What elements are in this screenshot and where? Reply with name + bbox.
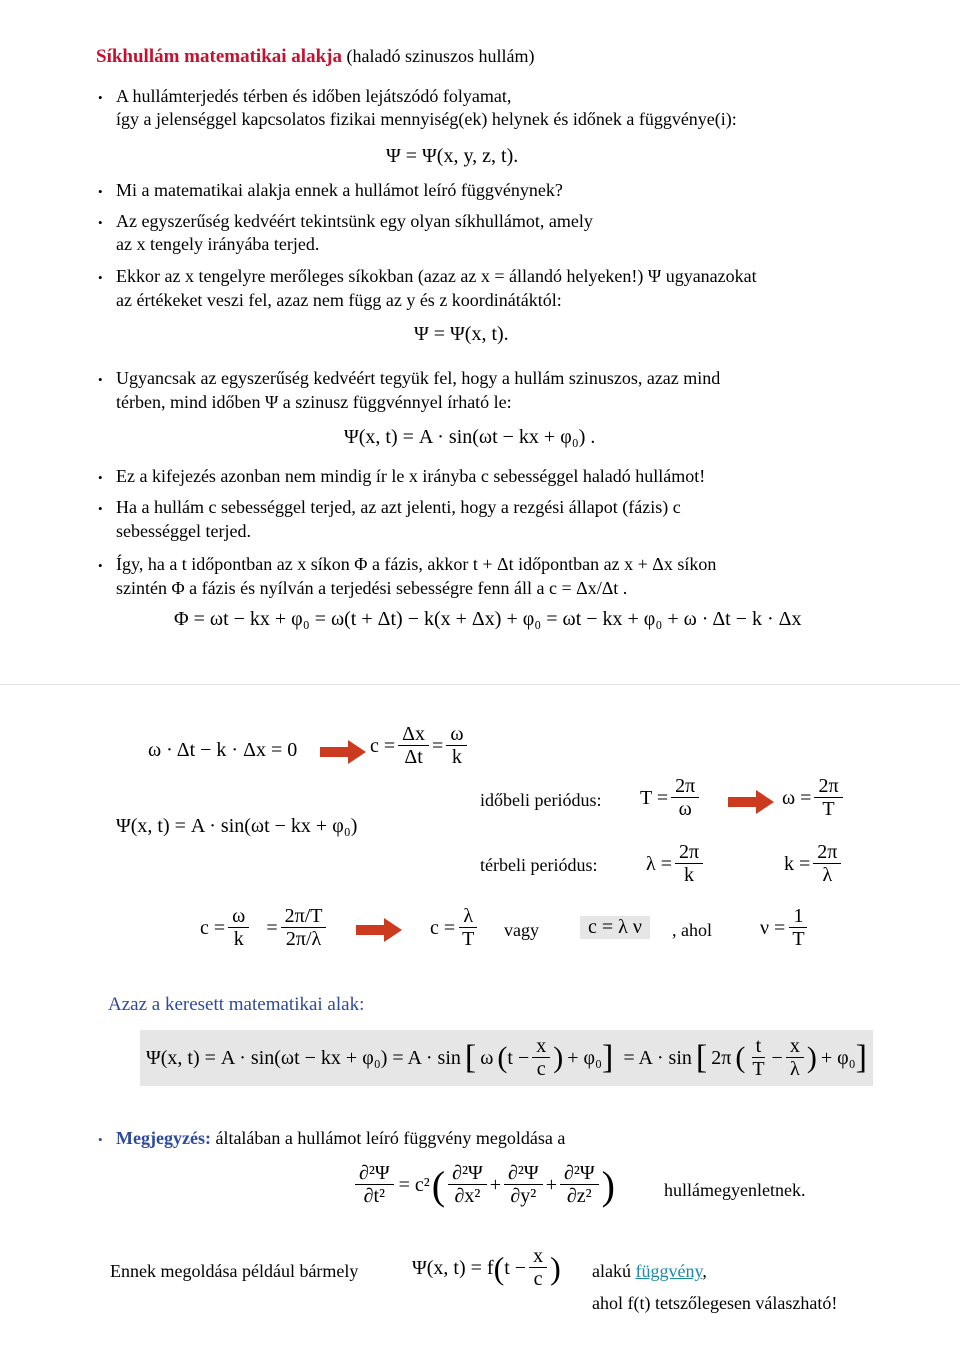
note-label: Megjegyzés:	[116, 1128, 211, 1148]
equation-c-omega-k	[200, 906, 329, 951]
denominator: λ	[789, 1057, 800, 1080]
bullet-5-line-2: térben, mind időben Ψ a szinusz függvénnyel írható le:	[116, 392, 512, 412]
wave-equation-text: hullámegyenletnek.	[664, 1180, 806, 1200]
denominator: ∂t²	[363, 1185, 386, 1207]
comma: ,	[702, 1261, 707, 1281]
final-form-heading: Azaz a keresett matematikai alak:	[108, 994, 365, 1015]
alaku-line	[592, 1261, 707, 1282]
fraction-2pi-k	[675, 842, 703, 887]
omega-equals: ω =	[782, 787, 812, 809]
denominator: Δt	[404, 746, 423, 768]
denominator: ∂y²	[510, 1185, 537, 1207]
time-period-label: időbeli periódus:	[480, 790, 602, 810]
fraction-omega-k	[446, 724, 467, 769]
plus-phi0: + φ₀	[567, 1046, 603, 1069]
space-period-label: térbeli periódus:	[480, 855, 598, 875]
bracket-close: ]	[855, 1039, 867, 1076]
bullet-4-line-1: Ekkor az x tengelyre merőleges síkokban (azaz az x = állandó helyeken!) Ψ ugyanazokat	[116, 266, 757, 286]
denominator: ∂z²	[566, 1185, 592, 1207]
numerator: ω	[446, 724, 467, 746]
numerator: t	[752, 1036, 766, 1058]
bullet-4-line-2: az értékeket veszi fel, azaz nem függ az y és z koordinátáktól:	[116, 290, 562, 310]
equation-c-lambda-nu: c = λ ν	[580, 916, 650, 939]
denominator: T	[752, 1057, 765, 1080]
two-pi: 2π	[711, 1046, 732, 1069]
page-subtitle: (haladó szinuszos hullám)	[346, 46, 535, 66]
bracket-open: [	[464, 1039, 477, 1076]
bullet-6: Ez a kifejezés azonban nem mindig ír le x irányba c sebességgel haladó hullámot!	[116, 466, 706, 486]
denominator: k	[451, 746, 462, 768]
bullet-7-line-2: sebességgel terjed.	[116, 521, 251, 541]
numerator: 1	[789, 906, 807, 928]
equation-nu	[760, 906, 812, 951]
bullet-7-line-1: Ha a hullám c sebességgel terjed, az azt jelenti, hogy a rezgési állapot (fázis) c	[116, 497, 681, 517]
equation-lambda	[646, 842, 706, 887]
denominator: ω	[678, 798, 692, 820]
nu-equals: ν =	[760, 917, 786, 939]
fraction-d2psi-dz2	[560, 1163, 599, 1208]
fraction-lambda-T	[458, 906, 478, 951]
denominator: 2π/λ	[285, 928, 322, 950]
denominator: ∂x²	[454, 1185, 481, 1207]
fraction-1-T	[788, 906, 808, 951]
numerator: ∂²Ψ	[355, 1163, 394, 1185]
denominator: k	[684, 864, 695, 886]
equation-solution	[412, 1246, 561, 1291]
equation-phase-zero: ω · Δt − k · Δx = 0	[148, 739, 298, 761]
t-minus: t −	[504, 1257, 527, 1279]
fraction-t-T	[748, 1036, 768, 1081]
fraction-omega-k	[228, 906, 249, 951]
fraction-x-c	[529, 1246, 547, 1291]
equation-psi-sine: Ψ(x, t) = A · sin(ωt − kx + φ₀)	[116, 815, 358, 837]
equation-c-lambda-T	[430, 906, 481, 951]
bullet-1-line-1: A hullámterjedés térben és időben lejátszódó folyamat,	[116, 86, 512, 106]
numerator: Δx	[398, 724, 429, 746]
T-equals: T =	[640, 787, 669, 809]
vagy-text: vagy	[504, 920, 539, 940]
plus-phi0: + φ₀	[820, 1046, 856, 1069]
equation-phase: Φ = ωt − kx + φ₀ = ω(t + Δt) − k(x + Δx) + φ₀ = ωt − kx + φ₀ + ω · Δt − k · Δx	[174, 608, 802, 630]
final-part-1: Ψ(x, t) = A · sin(ωt − kx + φ₀) = A · sin	[146, 1046, 461, 1069]
arrow-right-icon	[356, 918, 402, 942]
lambda-equals: λ =	[646, 853, 672, 875]
denominator: c	[533, 1268, 543, 1290]
fuggveny-link[interactable]: függvény	[635, 1261, 703, 1281]
numerator: 2π	[814, 776, 842, 798]
plus-sign: +	[545, 1174, 557, 1196]
numerator: ∂²Ψ	[560, 1163, 599, 1185]
paren-close: )	[806, 1041, 817, 1074]
equation-c-velocity	[370, 724, 470, 769]
numerator: 2π/T	[281, 906, 327, 928]
fraction-dx-dt	[398, 724, 429, 769]
bullet-1-line-2: így a jelenséggel kapcsolatos fizikai mennyiség(ek) helynek és időnek a függvénye(i):	[116, 109, 737, 129]
equals-sign: =	[432, 735, 444, 757]
numerator: ∂²Ψ	[504, 1163, 543, 1185]
denominator: T	[462, 928, 475, 950]
bullet-8-line-2: szintén Φ a fázis és nyílván a terjedési sebességre fenn áll a c = Δx/Δt .	[116, 578, 628, 598]
bullet-icon: •	[98, 1132, 103, 1147]
paren-open: (	[497, 1041, 508, 1074]
arrow-right-icon	[320, 740, 366, 764]
last-line: ahol f(t) tetszőlegesen válaszható!	[592, 1293, 838, 1313]
equation-sine-wave: Ψ(x, t) = A · sin(ωt − kx + φ₀) .	[344, 426, 596, 448]
equation-omega	[782, 776, 846, 821]
equals-sign: =	[266, 917, 278, 939]
alaku-text: alakú	[592, 1261, 631, 1281]
page-divider	[0, 684, 960, 685]
bullet-icon: •	[98, 501, 103, 516]
denominator: T	[792, 928, 805, 950]
paren-open: (	[493, 1250, 505, 1286]
c-equals: c =	[200, 917, 226, 939]
bullet-icon: •	[98, 215, 103, 230]
fraction-x-c	[532, 1036, 550, 1081]
paren-close: )	[601, 1163, 615, 1208]
equals-c2: = c²	[398, 1174, 430, 1196]
bullet-icon: •	[98, 372, 103, 387]
bullet-5-line-1: Ugyancsak az egyszerűség kedvéért tegyük fel, hogy a hullám szinuszos, azaz mind	[116, 368, 721, 388]
equation-final-form	[140, 1030, 873, 1086]
omega-symbol: ω	[480, 1046, 494, 1069]
plus-sign: +	[489, 1174, 502, 1196]
fraction-d2psi-dt2	[355, 1163, 394, 1208]
bracket-open: [	[695, 1039, 708, 1076]
bullet-icon: •	[98, 558, 103, 573]
denominator: k	[233, 928, 244, 950]
paren-open: (	[431, 1163, 446, 1208]
paren-open: (	[735, 1041, 746, 1074]
minus-sign: −	[771, 1046, 783, 1069]
bullet-3-line-2: az x tengely irányába terjed.	[116, 234, 320, 254]
paren-close: )	[550, 1250, 561, 1286]
numerator: x	[786, 1036, 804, 1058]
bullet-3-line-1: Az egyszerűség kedvéért tekintsünk egy olyan síkhullámot, amely	[116, 211, 593, 231]
numerator: λ	[459, 906, 477, 928]
fraction-x-lambda	[786, 1036, 804, 1081]
note-text: általában a hullámot leíró függvény megoldása a	[215, 1128, 566, 1148]
fraction-2pi-lambda	[813, 842, 841, 887]
equation-psi-xt: Ψ = Ψ(x, t).	[414, 323, 509, 345]
page-title-line	[96, 46, 534, 68]
numerator: 2π	[813, 842, 841, 864]
denominator: T	[822, 798, 835, 820]
bullet-2: Mi a matematikai alakja ennek a hullámot leíró függvénynek?	[116, 180, 563, 200]
numerator: x	[532, 1036, 550, 1058]
page-title: Síkhullám matematikai alakja	[96, 46, 342, 67]
c-equals: c =	[370, 735, 396, 757]
fraction-2pi-T	[814, 776, 842, 821]
numerator: ω	[228, 906, 249, 928]
numerator: ∂²Ψ	[448, 1163, 487, 1185]
denominator: λ	[822, 864, 833, 886]
denominator: c	[536, 1057, 546, 1080]
fraction-2pi-omega	[671, 776, 699, 821]
bullet-icon: •	[98, 184, 103, 199]
fraction-d2psi-dx2	[448, 1163, 487, 1208]
numerator: x	[529, 1246, 547, 1268]
numerator: 2π	[671, 776, 699, 798]
bracket-close: ]	[602, 1039, 614, 1076]
paren-close: )	[553, 1041, 564, 1074]
c-equals: c =	[430, 917, 456, 939]
note-line	[116, 1128, 565, 1149]
final-part-2: = A · sin	[623, 1046, 692, 1069]
solution-lhs: Ψ(x, t) = f	[412, 1257, 494, 1279]
fraction-d2psi-dy2	[504, 1163, 543, 1208]
equation-wave	[352, 1162, 615, 1209]
arrow-right-icon	[728, 790, 774, 814]
bullet-icon: •	[98, 470, 103, 485]
bullet-8-line-1: Így, ha a t időpontban az x síkon Φ a fázis, akkor t + Δt időpontban az x + Δx síkon	[116, 554, 717, 574]
equation-T	[640, 776, 702, 821]
bullet-icon: •	[98, 270, 103, 285]
numerator: 2π	[675, 842, 703, 864]
k-equals: k =	[784, 853, 811, 875]
ahol-text: , ahol	[672, 920, 712, 940]
fraction-2piT-2pilambda	[281, 906, 327, 951]
bullet-icon: •	[98, 90, 103, 105]
t-minus: t −	[507, 1046, 530, 1069]
equation-psi-xyzt: Ψ = Ψ(x, y, z, t).	[386, 145, 519, 167]
equation-k	[784, 842, 844, 887]
solution-text: Ennek megoldása például bármely	[110, 1261, 359, 1281]
